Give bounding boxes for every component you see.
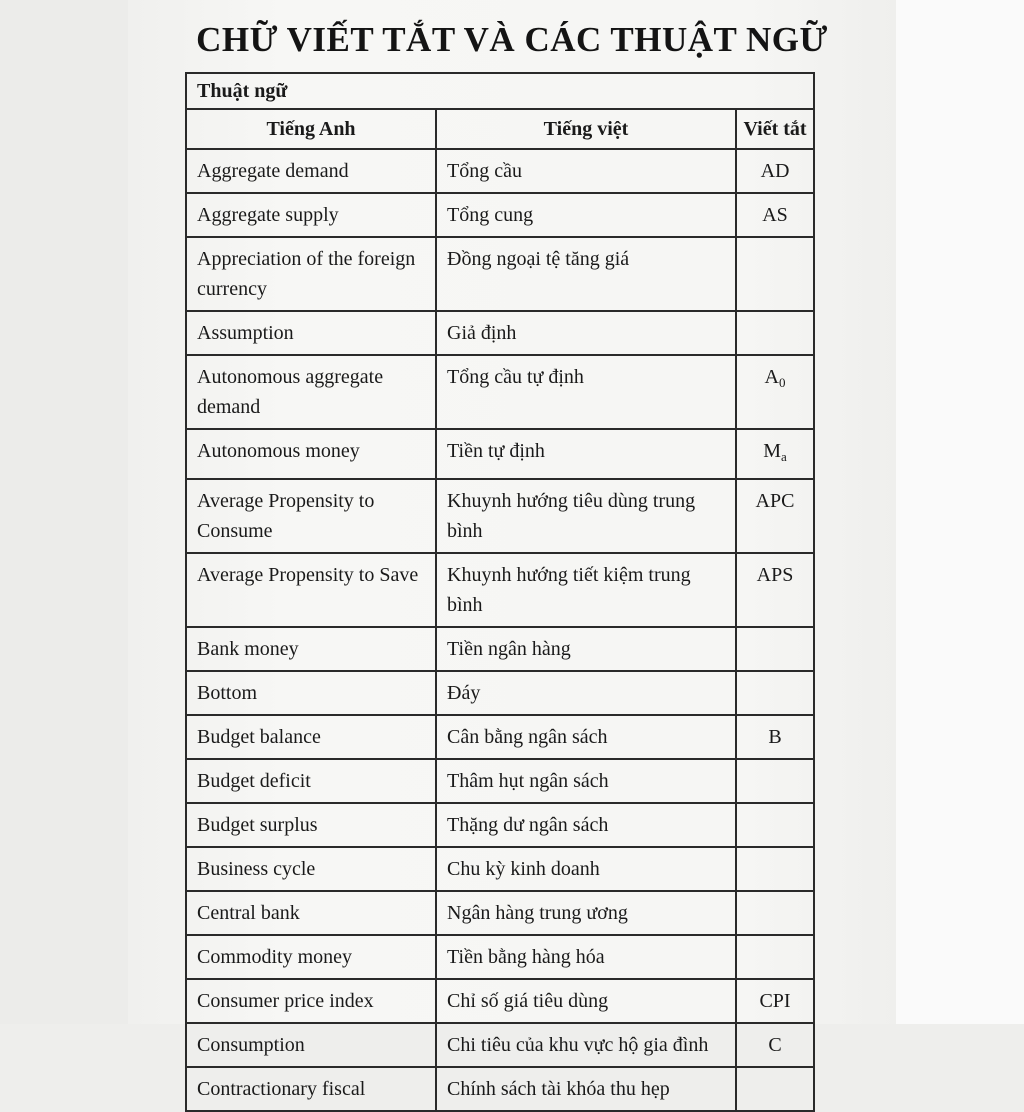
term-english: Autonomous aggregate demand xyxy=(186,355,436,429)
page-title: CHỮ VIẾT TẮT VÀ CÁC THUẬT NGỮ xyxy=(196,20,828,59)
term-english: Bank money xyxy=(186,627,436,671)
glossary-table xyxy=(185,72,815,1112)
term-vietnamese: Ngân hàng trung ương xyxy=(436,891,736,935)
header-abbreviation: Viết tắt xyxy=(736,109,814,149)
table-row xyxy=(186,193,814,237)
header-vietnamese: Tiếng việt xyxy=(436,109,736,149)
table-row xyxy=(186,1067,814,1111)
term-abbreviation xyxy=(736,311,814,355)
term-abbreviation xyxy=(736,671,814,715)
table-row xyxy=(186,671,814,715)
term-abbreviation xyxy=(736,891,814,935)
term-english: Average Propensity to Save xyxy=(186,553,436,627)
term-vietnamese: Tiền bằng hàng hóa xyxy=(436,935,736,979)
table-row xyxy=(186,479,814,553)
abbreviation-base: M xyxy=(763,440,782,462)
term-abbreviation: B xyxy=(736,715,814,759)
term-english: Assumption xyxy=(186,311,436,355)
term-abbreviation: CPI xyxy=(736,979,814,1023)
abbreviation-subscript: a xyxy=(781,449,787,464)
term-english: Budget deficit xyxy=(186,759,436,803)
term-abbreviation xyxy=(736,759,814,803)
table-row xyxy=(186,935,814,979)
term-vietnamese: Đồng ngoại tệ tăng giá xyxy=(436,237,736,311)
term-vietnamese: Chi tiêu của khu vực hộ gia đình xyxy=(436,1023,736,1067)
term-english: Commodity money xyxy=(186,935,436,979)
term-abbreviation xyxy=(736,803,814,847)
term-english: Bottom xyxy=(186,671,436,715)
term-abbreviation xyxy=(736,237,814,311)
table-row xyxy=(186,553,814,627)
term-abbreviation xyxy=(736,847,814,891)
term-vietnamese: Chu kỳ kinh doanh xyxy=(436,847,736,891)
term-english: Central bank xyxy=(186,891,436,935)
table-caption-row xyxy=(186,73,814,109)
term-english: Business cycle xyxy=(186,847,436,891)
abbreviation-subscript: 0 xyxy=(778,375,786,390)
term-abbreviation: APC xyxy=(736,479,814,553)
term-vietnamese: Tổng cung xyxy=(436,193,736,237)
term-vietnamese: Tổng cầu tự định xyxy=(436,355,736,429)
background-right xyxy=(896,0,1024,1024)
term-vietnamese: Khuynh hướng tiêu dùng trung bình xyxy=(436,479,736,553)
term-english: Consumption xyxy=(186,1023,436,1067)
term-abbreviation: APS xyxy=(736,553,814,627)
table-row xyxy=(186,237,814,311)
term-english: Aggregate demand xyxy=(186,149,436,193)
term-vietnamese: Khuynh hướng tiết kiệm trung bình xyxy=(436,553,736,627)
term-vietnamese: Tổng cầu xyxy=(436,149,736,193)
term-vietnamese: Chính sách tài khóa thu hẹp xyxy=(436,1067,736,1111)
term-vietnamese: Tiền ngân hàng xyxy=(436,627,736,671)
table-header-row xyxy=(186,109,814,149)
term-vietnamese: Cân bằng ngân sách xyxy=(436,715,736,759)
term-english: Autonomous money xyxy=(186,429,436,479)
table-row xyxy=(186,149,814,193)
term-english: Budget balance xyxy=(186,715,436,759)
table-row xyxy=(186,627,814,671)
abbreviation-base: A xyxy=(764,366,779,388)
term-english: Average Propensity to Consume xyxy=(186,479,436,553)
term-abbreviation xyxy=(736,429,814,479)
book-page xyxy=(128,0,896,1100)
table-row xyxy=(186,979,814,1023)
term-english: Appreciation of the foreign currency xyxy=(186,237,436,311)
term-english: Contractionary fiscal xyxy=(186,1067,436,1111)
term-abbreviation: C xyxy=(736,1023,814,1067)
term-abbreviation xyxy=(736,627,814,671)
table-row xyxy=(186,429,814,479)
table-row xyxy=(186,847,814,891)
table-row xyxy=(186,891,814,935)
term-vietnamese: Chỉ số giá tiêu dùng xyxy=(436,979,736,1023)
table-row xyxy=(186,715,814,759)
term-vietnamese: Giả định xyxy=(436,311,736,355)
table-caption: Thuật ngữ xyxy=(186,73,814,109)
table-row xyxy=(186,311,814,355)
term-abbreviation: AD xyxy=(736,149,814,193)
term-abbreviation xyxy=(736,355,814,429)
table-row xyxy=(186,803,814,847)
table-row xyxy=(186,1023,814,1067)
term-abbreviation xyxy=(736,935,814,979)
term-english: Consumer price index xyxy=(186,979,436,1023)
term-english: Aggregate supply xyxy=(186,193,436,237)
term-vietnamese: Đáy xyxy=(436,671,736,715)
term-abbreviation: AS xyxy=(736,193,814,237)
header-english: Tiếng Anh xyxy=(186,109,436,149)
term-vietnamese: Thâm hụt ngân sách xyxy=(436,759,736,803)
term-vietnamese: Thặng dư ngân sách xyxy=(436,803,736,847)
background-left xyxy=(0,0,128,1024)
table-row xyxy=(186,759,814,803)
term-vietnamese: Tiền tự định xyxy=(436,429,736,479)
table-row xyxy=(186,355,814,429)
term-abbreviation xyxy=(736,1067,814,1111)
term-english: Budget surplus xyxy=(186,803,436,847)
